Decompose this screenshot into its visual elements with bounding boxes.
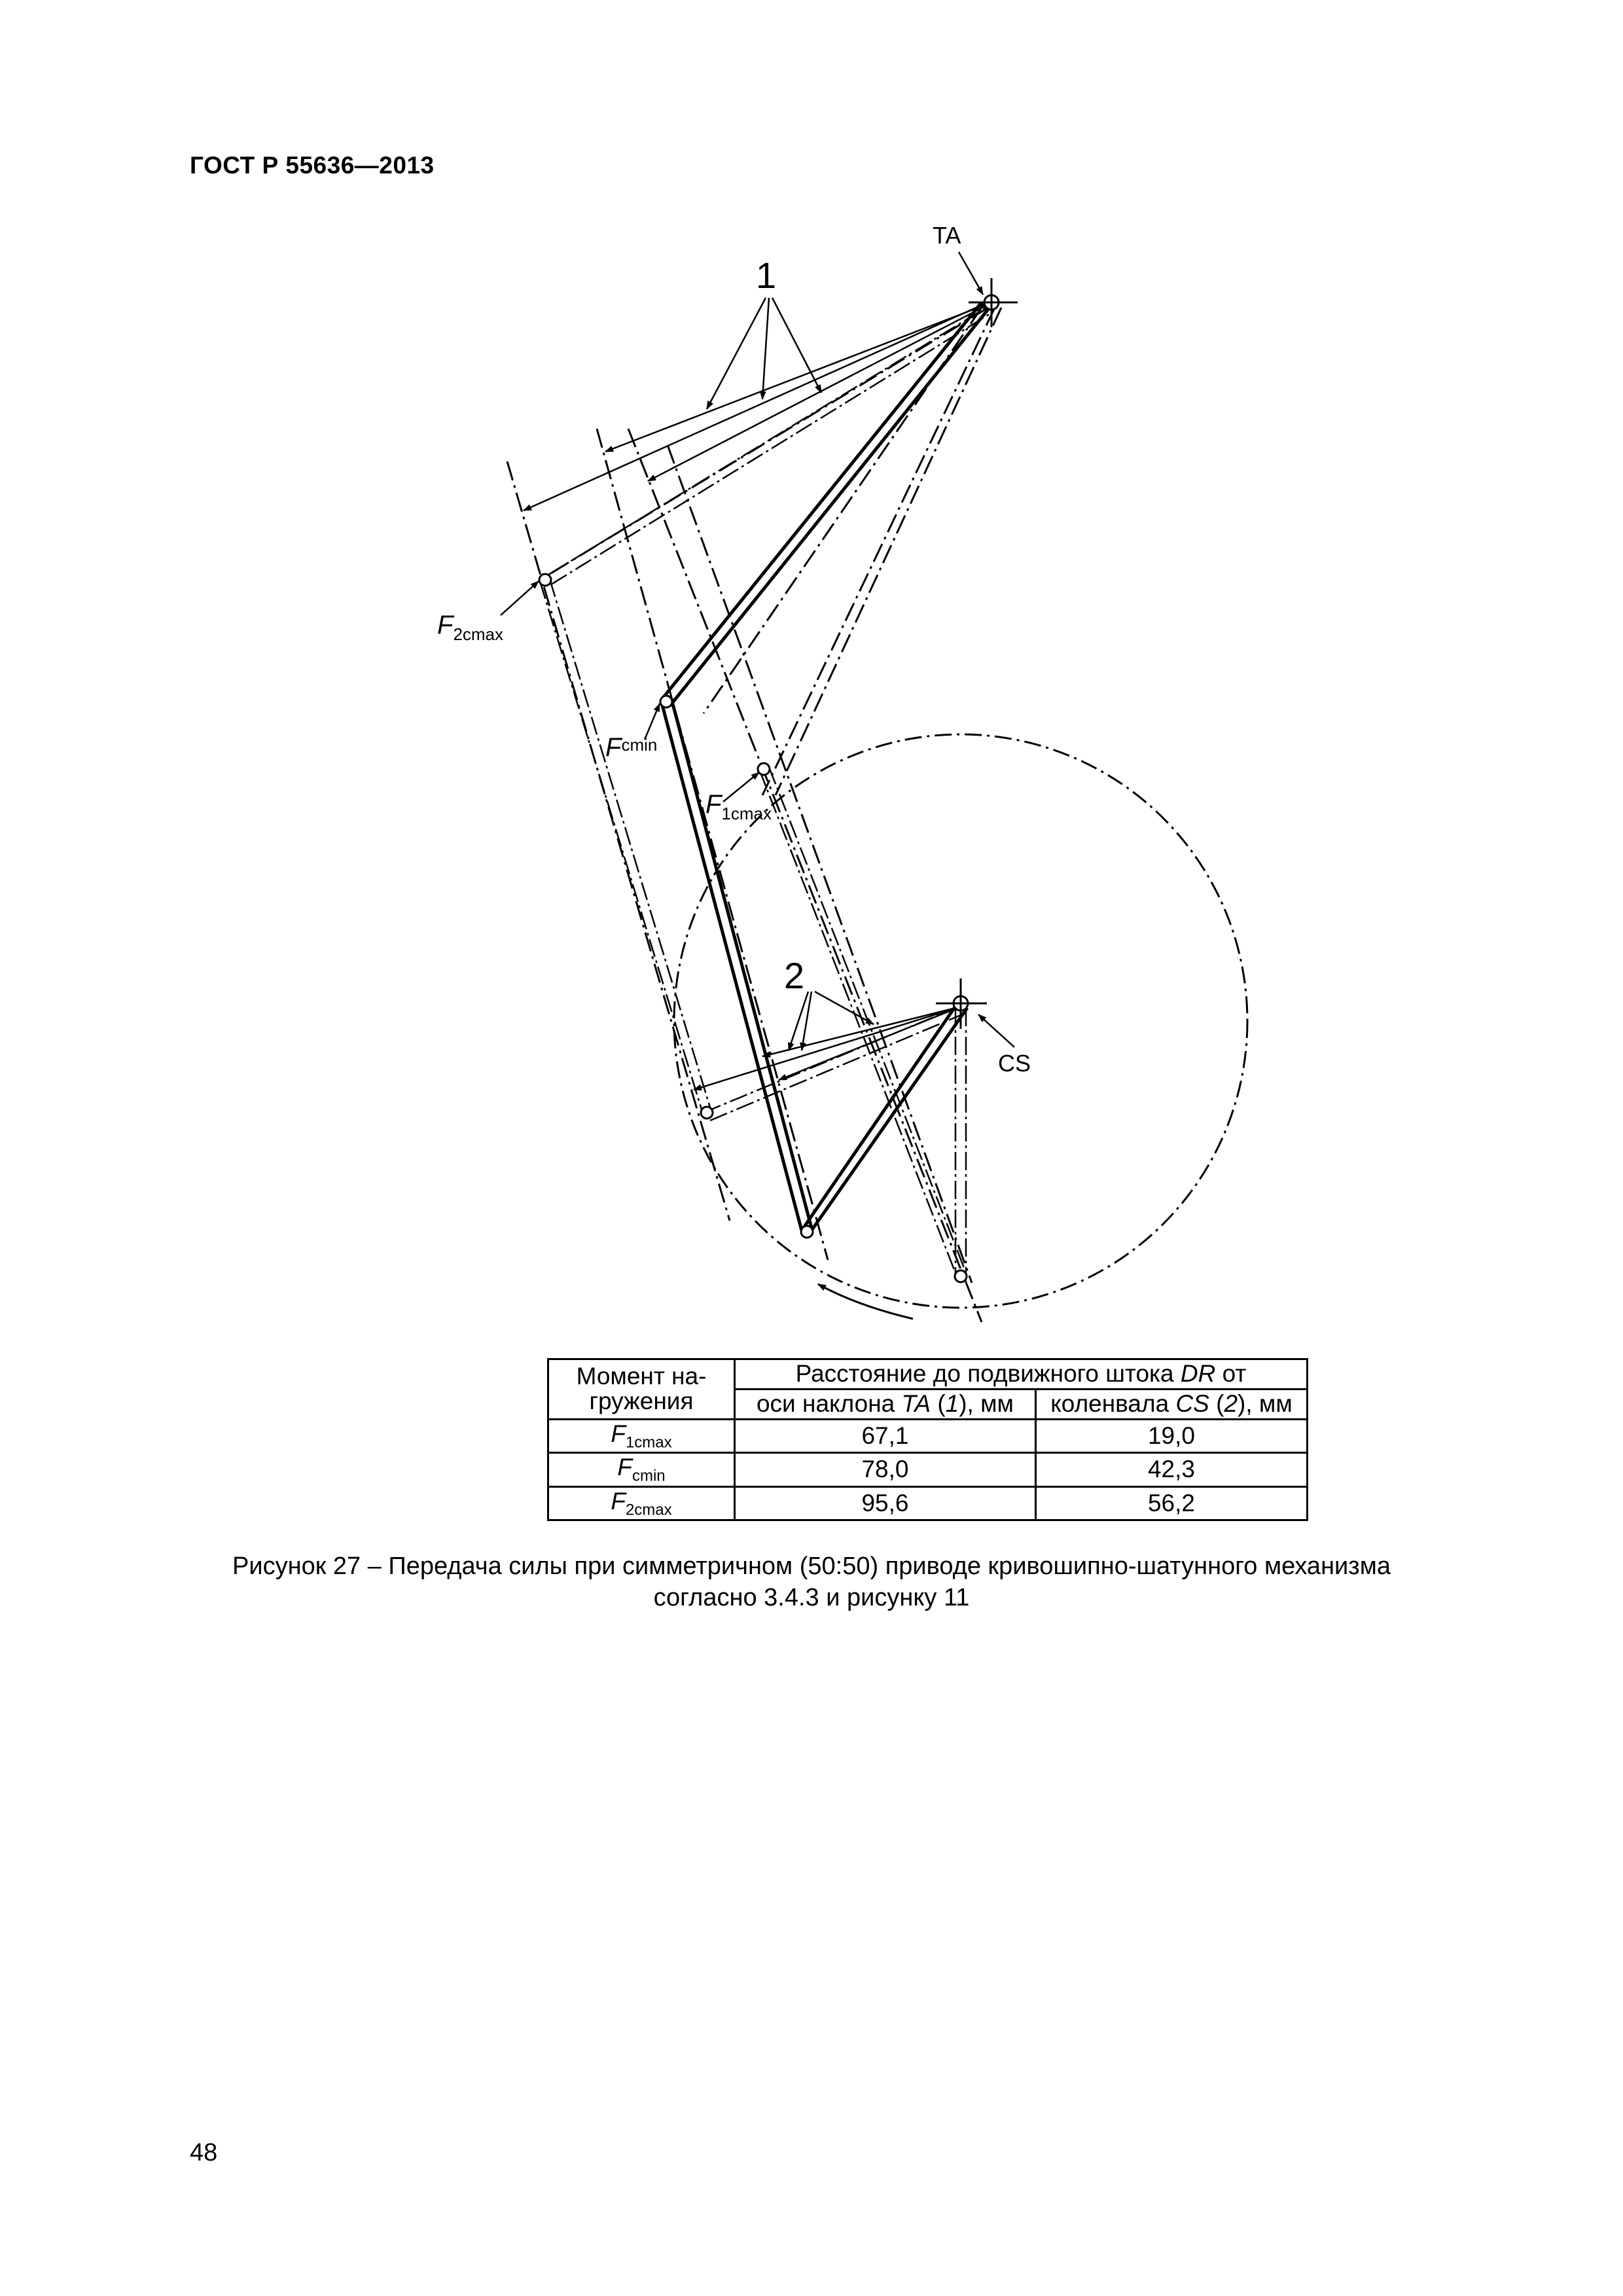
distance-table (547, 1358, 1308, 1521)
caption-line-1: Рисунок 27 – Передача силы при симметричном (50:50) приводе кривошипно-шатунного механизма (232, 1552, 1391, 1580)
ta-pivot-icon (969, 278, 1018, 327)
label-1: 1 (756, 255, 777, 296)
label-2: 2 (784, 955, 805, 996)
col1-header: Момент на- гружения (548, 1359, 735, 1420)
caption-line-2: согласно 3.4.3 и рисунку 11 (653, 1583, 970, 1611)
figure-caption (131, 1551, 1492, 1613)
group-header: Расстояние до подвижного штока DR от (735, 1359, 1308, 1390)
label-cs: CS (998, 1050, 1031, 1077)
table-row: $F_{1cmax}$ 67,1 19,0 (548, 1419, 1308, 1453)
page-number: 48 (190, 2139, 218, 2166)
label-f1cmax: $F_{1cmax}$ (705, 790, 772, 823)
document-header: ГОСТ Р 55636—2013 (190, 152, 435, 179)
label-f2cmax: $F_{2cmax}$ (437, 611, 504, 644)
sub-header-cs: коленвала CS (2), мм (1036, 1389, 1308, 1419)
table-row: $F_{2cmax}$ 95,6 56,2 (548, 1486, 1308, 1520)
sub-header-ta: оси наклона TA (1), мм (735, 1389, 1036, 1419)
joints (539, 574, 967, 1282)
table-row: $F_{cmin}$ 78,0 42,3 (548, 1453, 1308, 1487)
rod-positions (540, 306, 991, 1276)
label-ta: TA (933, 222, 961, 249)
label-fcmin: $F^{cmin}$ (605, 733, 658, 762)
